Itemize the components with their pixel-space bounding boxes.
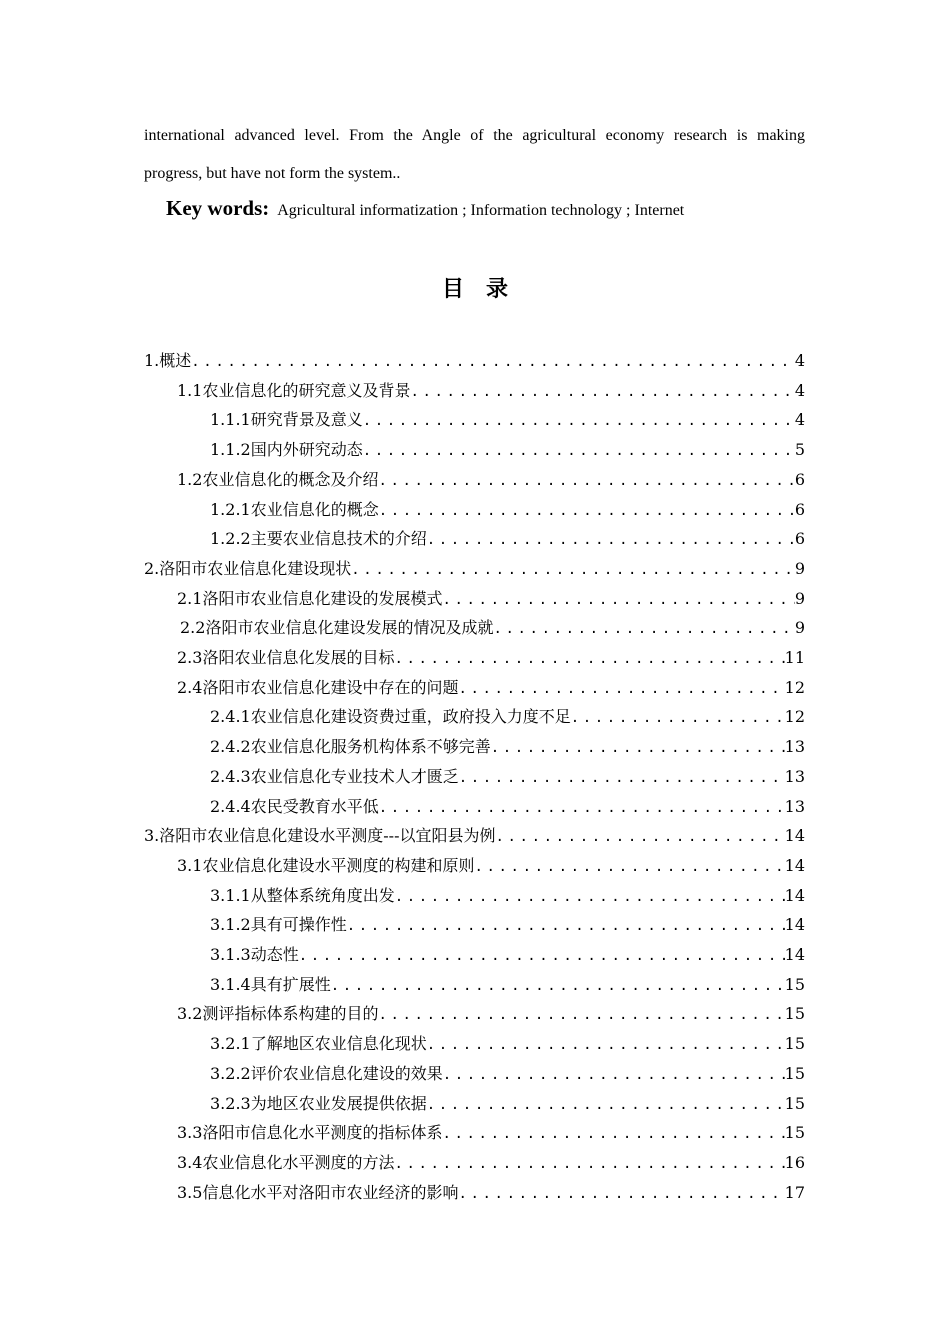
toc-entry[interactable]	[177, 377, 805, 405]
toc-entry-text: 3.2.1了解地区农业信息化现状	[210, 1034, 427, 1054]
toc-dot-leader	[491, 734, 785, 761]
toc-entry[interactable]	[177, 1149, 805, 1177]
toc-entry[interactable]	[144, 347, 805, 375]
toc-dot-leader	[331, 972, 785, 999]
toc-entry-text: 1.1.2国内外研究动态	[210, 440, 363, 460]
toc-page-number: 14	[784, 826, 805, 846]
toc-dot-leader	[427, 526, 795, 553]
toc-page-number: 6	[794, 529, 805, 549]
keywords	[166, 196, 684, 221]
toc-dot-leader	[363, 407, 795, 434]
toc-page-number: 12	[784, 707, 805, 727]
toc-entry-text: 1.概述	[144, 351, 192, 370]
toc-entry-text: 2.2洛阳市农业信息化建设发展的情况及成就	[180, 618, 494, 638]
toc-dot-leader	[379, 497, 795, 524]
toc-entry-text: 2.4.1农业信息化建设资费过重，政府投入力度不足	[210, 707, 571, 727]
toc-page-number: 13	[784, 796, 805, 816]
toc-dot-leader	[442, 1120, 784, 1147]
toc-entry-text: 3.4农业信息化水平测度的方法	[177, 1152, 395, 1172]
toc-entry-text: 1.2农业信息化的概念及介绍	[177, 469, 379, 489]
toc-page-number: 6	[794, 499, 805, 519]
keywords-value: Agricultural informatization ; Information technology ; Internet	[277, 202, 685, 219]
toc-dot-leader	[427, 1091, 785, 1118]
toc-page-number: 5	[794, 440, 805, 460]
toc-entry-text: 3.2测评指标体系构建的目的	[177, 1004, 379, 1024]
toc-entry[interactable]	[210, 406, 805, 434]
toc-dot-leader	[378, 467, 794, 494]
toc-entry[interactable]	[180, 614, 805, 642]
toc-page-number: 13	[784, 766, 805, 786]
toc-dot-leader	[496, 823, 785, 850]
toc-entry-text: 3.5信息化水平对洛阳市农业经济的影响	[177, 1182, 459, 1202]
toc-dot-leader	[363, 437, 795, 464]
keywords-label: Key words:	[166, 196, 270, 220]
toc-entry-text: 3.1.2具有可操作性	[210, 915, 347, 935]
toc-entry-text: 2.1洛阳市农业信息化建设的发展模式	[177, 588, 443, 608]
toc-page-number: 11	[784, 648, 805, 667]
toc-page-number: 15	[784, 1034, 805, 1054]
toc-entry[interactable]	[177, 1179, 805, 1207]
toc-dot-leader	[191, 348, 795, 375]
toc-entry[interactable]	[177, 1000, 805, 1028]
toc-dot-leader	[378, 1001, 784, 1028]
toc-entry[interactable]	[210, 436, 805, 464]
toc-dot-leader	[347, 912, 785, 939]
toc-entry-text: 2.4.4农民受教育水平低	[210, 796, 379, 816]
toc-dot-leader	[458, 675, 784, 702]
toc-page-number: 15	[784, 1004, 805, 1024]
toc-page-number: 17	[784, 1182, 805, 1202]
toc-entry[interactable]	[177, 1119, 805, 1147]
toc-entry[interactable]	[210, 882, 805, 910]
toc-page-number: 15	[784, 1123, 805, 1143]
toc-entry[interactable]	[210, 1030, 805, 1058]
toc-dot-leader	[379, 794, 785, 821]
toc-entry[interactable]	[210, 971, 805, 999]
toc-entry[interactable]	[210, 941, 805, 969]
toc-page-number: 15	[784, 1093, 805, 1113]
toc-dot-leader	[474, 853, 784, 880]
toc-entry[interactable]	[144, 822, 805, 850]
abstract-line-2: progress, but have not form the system..	[144, 165, 401, 182]
toc-page-number: 14	[784, 885, 805, 905]
toc-entry-text: 2.4.2农业信息化服务机构体系不够完善	[210, 737, 491, 757]
toc-page-number: 13	[784, 737, 805, 757]
toc-entry[interactable]	[210, 1090, 805, 1118]
toc-entry[interactable]	[210, 496, 805, 524]
toc-entry[interactable]	[210, 525, 805, 553]
toc-entry[interactable]	[210, 763, 805, 791]
toc-page-number: 9	[794, 588, 805, 608]
toc-entry[interactable]	[177, 852, 805, 880]
toc-page-number: 14	[784, 855, 805, 875]
abstract-line-1: international advanced level. From the Angle of the agricultural economy research is making	[144, 127, 805, 144]
toc-dot-leader	[458, 1180, 784, 1207]
toc-page-number: 9	[794, 618, 805, 638]
toc-entry-text: 1.2.2主要农业信息技术的介绍	[210, 529, 427, 549]
toc-page-number: 15	[784, 974, 805, 994]
toc-page-number: 9	[794, 558, 805, 578]
toc-entry[interactable]	[177, 644, 805, 672]
toc-dot-leader	[459, 764, 785, 791]
toc-entry[interactable]	[177, 585, 805, 613]
toc-dot-leader	[571, 704, 785, 731]
toc-dot-leader	[351, 556, 795, 583]
toc-page-number: 15	[784, 1063, 805, 1083]
toc-entry-text: 3.1.4具有扩展性	[210, 974, 331, 994]
toc-entry-text: 3.2.3为地区农业发展提供依据	[210, 1093, 427, 1113]
toc-dot-leader	[442, 586, 794, 613]
toc-entry[interactable]	[144, 555, 805, 583]
toc-entry[interactable]	[210, 703, 805, 731]
toc-entry-text: 2.4洛阳市农业信息化建设中存在的问题	[177, 677, 459, 697]
toc-page-number: 4	[794, 380, 805, 400]
toc-entry-text: 1.1.1研究背景及意义	[210, 410, 363, 430]
toc-entry-text: 2.洛阳市农业信息化建设现状	[144, 558, 352, 578]
toc-dot-leader	[443, 1061, 785, 1088]
toc-entry-text: 3.洛阳市农业信息化建设水平测度---以宜阳县为例	[144, 826, 496, 846]
toc-dot-leader	[394, 1150, 784, 1177]
toc-entry-text: 3.2.2评价农业信息化建设的效果	[210, 1063, 443, 1083]
toc-entry-text: 1.2.1农业信息化的概念	[210, 499, 379, 519]
toc-dot-leader	[394, 645, 784, 672]
toc-entry[interactable]	[210, 733, 805, 761]
toc-entry[interactable]	[210, 793, 805, 821]
toc-page-number: 16	[784, 1152, 805, 1172]
toc-entry[interactable]	[210, 1060, 805, 1088]
toc-dot-leader	[493, 615, 794, 642]
toc-page-number: 6	[794, 469, 805, 489]
toc-dot-leader	[427, 1031, 785, 1058]
toc-entry-text: 3.1.1从整体系统角度出发	[210, 885, 395, 905]
toc-title: 目录	[441, 276, 530, 302]
toc-entry-text: 3.1.3动态性	[210, 945, 299, 964]
toc-dot-leader	[395, 883, 785, 910]
toc-dot-leader	[299, 942, 785, 969]
toc-page-number: 12	[784, 677, 805, 697]
toc-entry-text: 2.3洛阳农业信息化发展的目标	[177, 648, 395, 667]
toc-entry[interactable]	[177, 466, 805, 494]
toc-entry-text: 2.4.3农业信息化专业技术人才匮乏	[210, 766, 459, 786]
toc-entry-text: 3.3洛阳市信息化水平测度的指标体系	[177, 1123, 443, 1143]
toc-page-number: 4	[794, 351, 805, 370]
toc-entry[interactable]	[177, 674, 805, 702]
toc-dot-leader	[410, 378, 794, 405]
toc-entry-text: 3.1农业信息化建设水平测度的构建和原则	[177, 855, 475, 875]
toc-page-number: 14	[784, 915, 805, 935]
toc-page-number: 4	[794, 410, 805, 430]
toc-entry[interactable]	[210, 911, 805, 939]
toc-page-number: 14	[784, 945, 805, 964]
toc-entry-text: 1.1农业信息化的研究意义及背景	[177, 380, 411, 400]
